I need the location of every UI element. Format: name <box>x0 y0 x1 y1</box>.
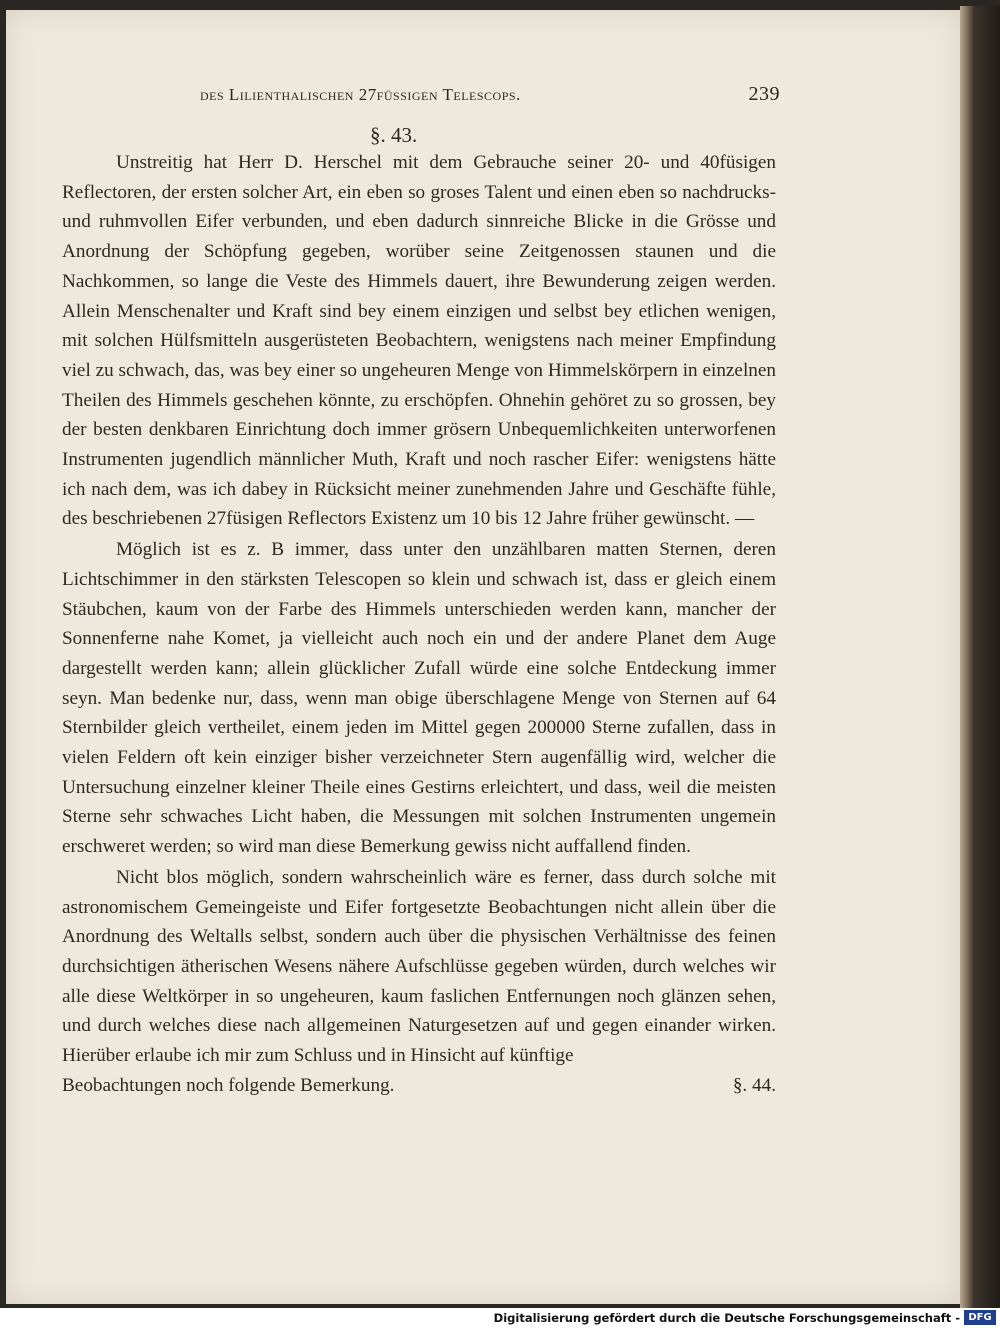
dfg-logo-icon: DFG <box>964 1310 996 1325</box>
closing-text: Beobachtungen noch folgende Bemerkung. <box>62 1074 395 1096</box>
footer-credit: Digitalisierung gefördert durch die Deutsche Forschungsgemeinschaft - <box>493 1311 960 1325</box>
paragraph-2: Möglich ist es z. B immer, dass unter den unzählbaren matten Sternen, deren Lichtschimmer in den stärksten Telescopen so klein und schwach ist, dass er gleich einem Stäubchen, kaum von der Farbe des Himmels unterschieden werden kann, mancher der Sonnenferne nahe Komet, ja vielleicht auch noch ein und der andere Planet dem Auge dargestellt werden kann; allein glücklicher Zufall würde eine solche Entdeckung immer seyn. Man bedenke nur, dass, wenn man obige überschlagene Menge von Sternen auf 64 Sternbilder gleich vertheilet, einem jeden im Mittel gegen 200000 Sterne zufallen, dass in vielen Feldern oft kein einziger bisher verzeichneter Stern augenfällig wird, welcher die Untersuchung einzelner kleiner Theile eines Gestirns erleichtert, und dass, weil die meisten Sterne sehr schwaches Licht haben, die Messungen mit solchen Instrumenten ungemein erschweret werden; so wird man diese Bemerkung gewiss nicht auffallend finden. <box>62 539 776 858</box>
paragraph-3: Nicht blos möglich, sondern wahrscheinlich wäre es ferner, dass durch solche mit astronomischem Gemeingeiste und Eifer fortgesetzte Beobachtungen nicht allein über die Anordnung des Weltalls selbst, sondern auch über die physischen Verhältnisse des feinen durchsichtigen ätherischen Wesens nähere Aufschlüsse gegeben würden, durch welches wir alle diese Weltkörper in so ungeheuren, kaum faslichen Entfernungen noch glänzen sehen, und durch welches diese nach allgemeinen Naturgesetzen auf und gegen einander wirken. Hierüber erlaube ich mir zum Schluss und in Hinsicht auf künftige <box>62 866 776 1067</box>
book-spine-edge <box>960 6 1000 1308</box>
running-head <box>200 85 780 109</box>
closing-line <box>62 1071 776 1101</box>
section-heading: §. 43. <box>370 123 418 147</box>
paragraph-1: Unstreitig hat Herr D. Herschel mit dem Gebrauche seiner 20- und 40füsigen Reflectoren, der ersten solcher Art, ein eben so groses Talent und einen eben so nachdrucks- und ruhmvollen Eifer verbunden, und eben dadurch sinnreiche Blicke in die Grösse und Anordnung der Schöpfung gegeben, worüber seine Zeitgenossen staunen und die Nachkommen, so lange die Veste des Himmels dauert, ihre Bewunderung zeigen werden. Allein Menschenalter und Kraft sind bey einem einzigen und selbst bey etlichen wenigen, mit solchen Hülfsmitteln ausgerüsteten Beobachtern, wenigstens nach meiner Empfindung viel zu schwach, das, was bey einer so ungeheuren Menge von Himmelskörpern in einzelnen Theilen des Himmels geschehen könnte, zu erschöpfen. Ohnehin gehöret zu so grossen, bey der besten denkbaren Einrichtung doch immer grösern Unbequemlichkeiten unterworfenen Instrumenten jugendlich männlicher Muth, Kraft und noch rascher Eifer: wenigstens hätte ich nach dem, was ich dabey in Rücksicht meiner zunehmenden Jahre und Geschäfte fühle, des beschriebenen 27füsigen Reflectors Existenz um 10 bis 12 Jahre früher gewünscht. — <box>62 152 776 530</box>
body-text <box>62 148 776 1101</box>
running-title: des Lilienthalischen 27füssigen Telescops. <box>200 85 521 104</box>
page-number: 239 <box>748 83 780 105</box>
catchword: §. 44. <box>732 1074 776 1096</box>
